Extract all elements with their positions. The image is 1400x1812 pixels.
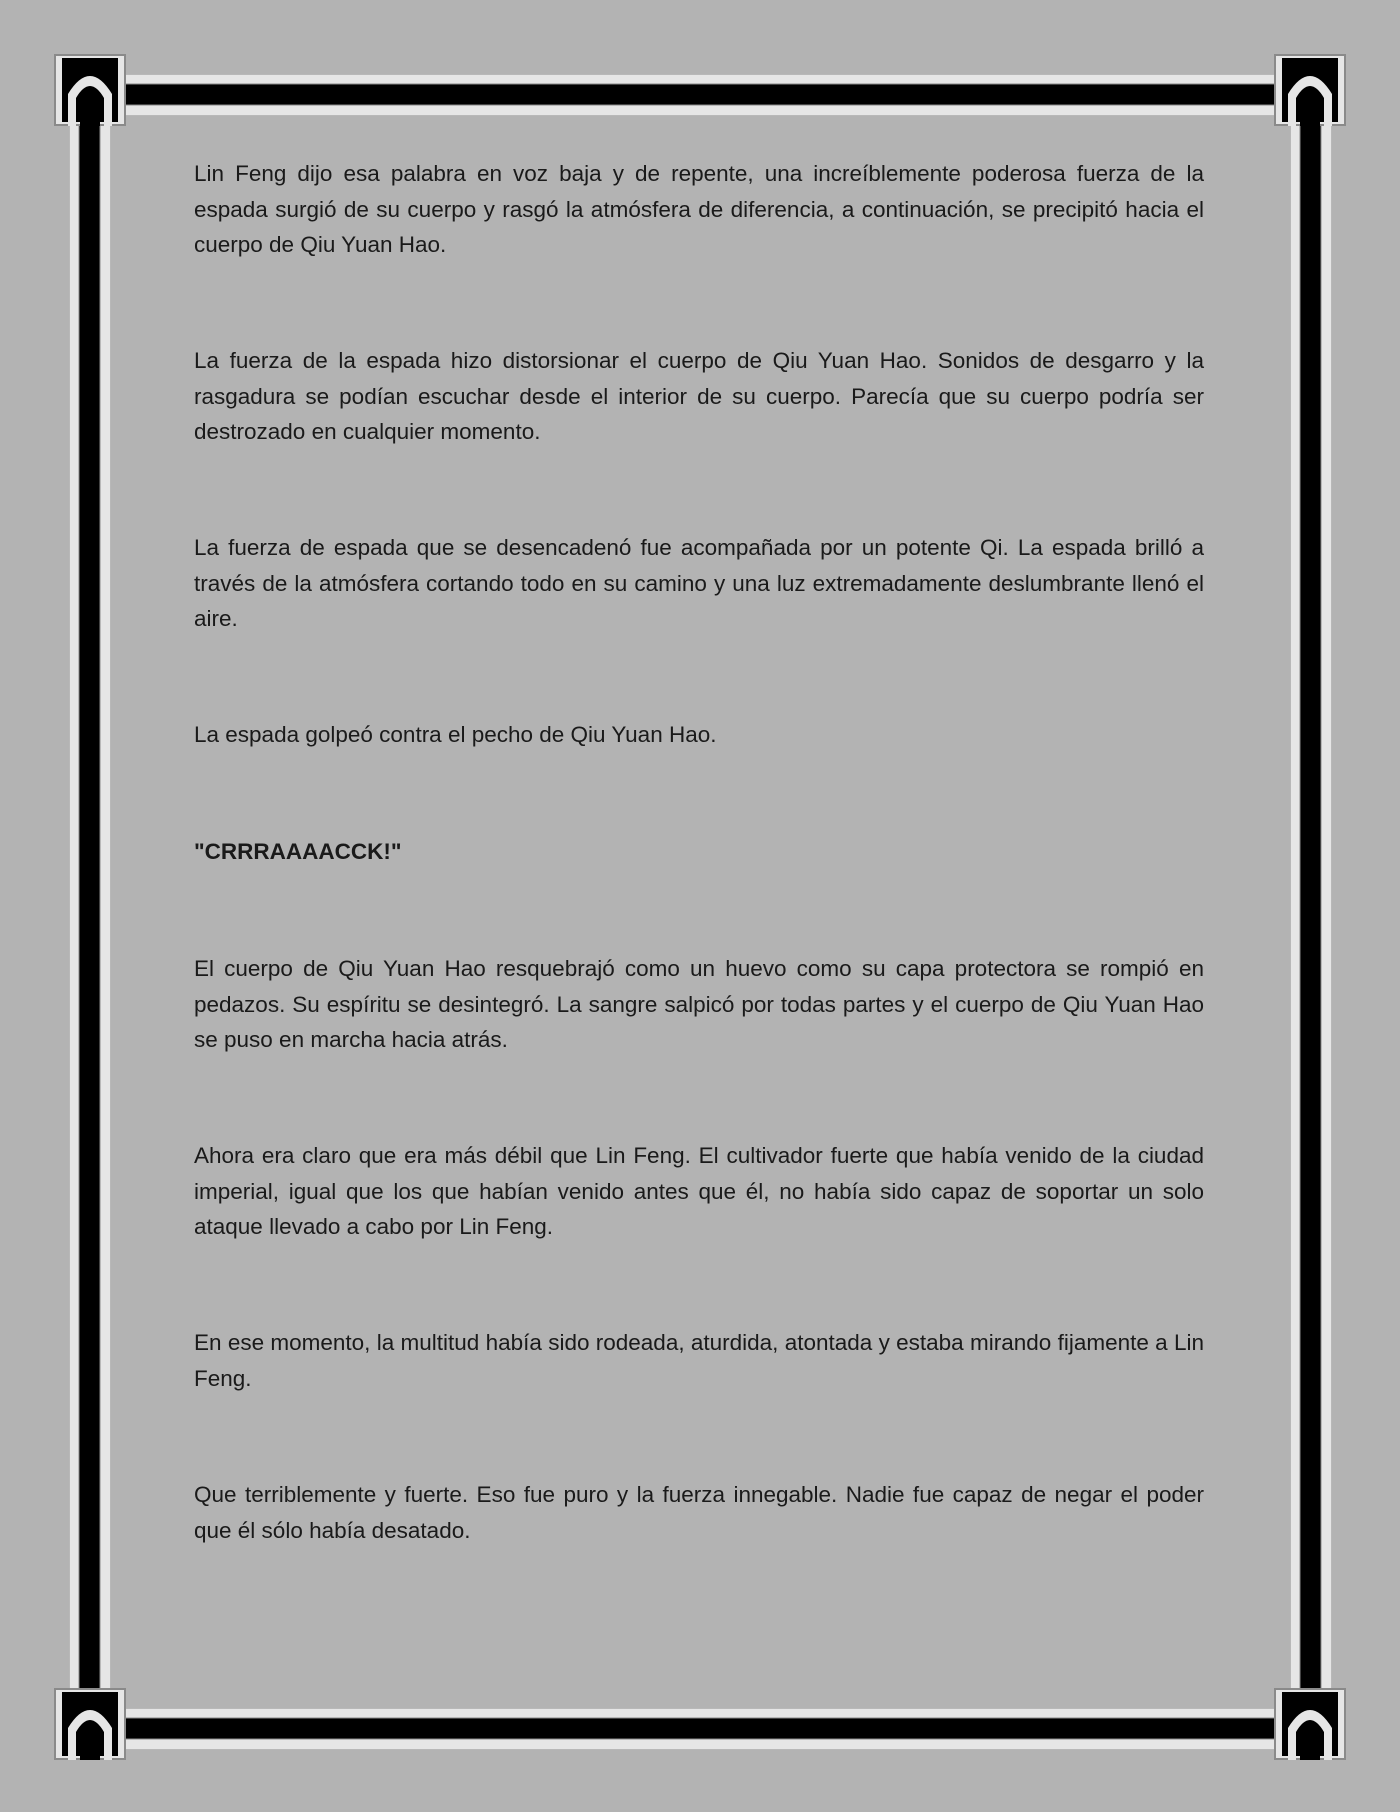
paragraph-7: Ahora era claro que era más débil que Lin Feng. El cultivador fuerte que había venido de la ciudad imperial, igual que los que habían venido antes que él, no había sido capaz de soportar un solo ataque llevado a cabo por Lin Feng.: [194, 1143, 1204, 1239]
frame-corner-top-left: [54, 54, 126, 126]
paragraph-5-sound-effect: "CRRRAAAACCK!": [194, 839, 402, 864]
frame-right-bar: [1290, 118, 1332, 1696]
frame-bottom-bar: [118, 1708, 1282, 1750]
paragraph-9: Que terriblemente y fuerte. Eso fue puro y la fuerza innegable. Nadie fue capaz de negar el poder que él sólo había desatado.: [194, 1482, 1204, 1543]
paragraph-2: La fuerza de la espada hizo distorsionar el cuerpo de Qiu Yuan Hao. Sonidos de desgarro y la rasgadura se podían escuchar desde el interior de su cuerpo. Parecía que su cuerpo podría ser destrozado en cualquier momento.: [194, 348, 1204, 444]
frame-corner-bottom-right: [1274, 1688, 1346, 1760]
paragraph-8: En ese momento, la multitud había sido rodeada, aturdida, atontada y estaba mirando fijamente a Lin Feng.: [194, 1330, 1204, 1391]
paragraph-6: El cuerpo de Qiu Yuan Hao resquebrajó como un huevo como su capa protectora se rompió en pedazos. Su espíritu se desintegró. La sangre salpicó por todas partes y el cuerpo de Qiu Yuan Hao se puso en marcha hacia atrás.: [194, 956, 1204, 1052]
frame-corner-top-right: [1274, 54, 1346, 126]
paragraph-3: La fuerza de espada que se desencadenó fue acompañada por un potente Qi. La espada brilló a través de la atmósfera cortando todo en su camino y una luz extremadamente deslumbrante llenó el aire.: [194, 535, 1204, 631]
frame-corner-bottom-left: [54, 1688, 126, 1760]
frame-top-bar: [118, 74, 1282, 116]
paragraph-1: Lin Feng dijo esa palabra en voz baja y de repente, una increíblemente poderosa fuerza de la espada surgió de su cuerpo y rasgó la atmósfera de diferencia, a continuación, se precipitó hacia el cuerpo de Qiu Yuan Hao.: [194, 161, 1204, 257]
frame-left-bar: [69, 118, 111, 1696]
paragraph-4: La espada golpeó contra el pecho de Qiu Yuan Hao.: [194, 722, 717, 747]
